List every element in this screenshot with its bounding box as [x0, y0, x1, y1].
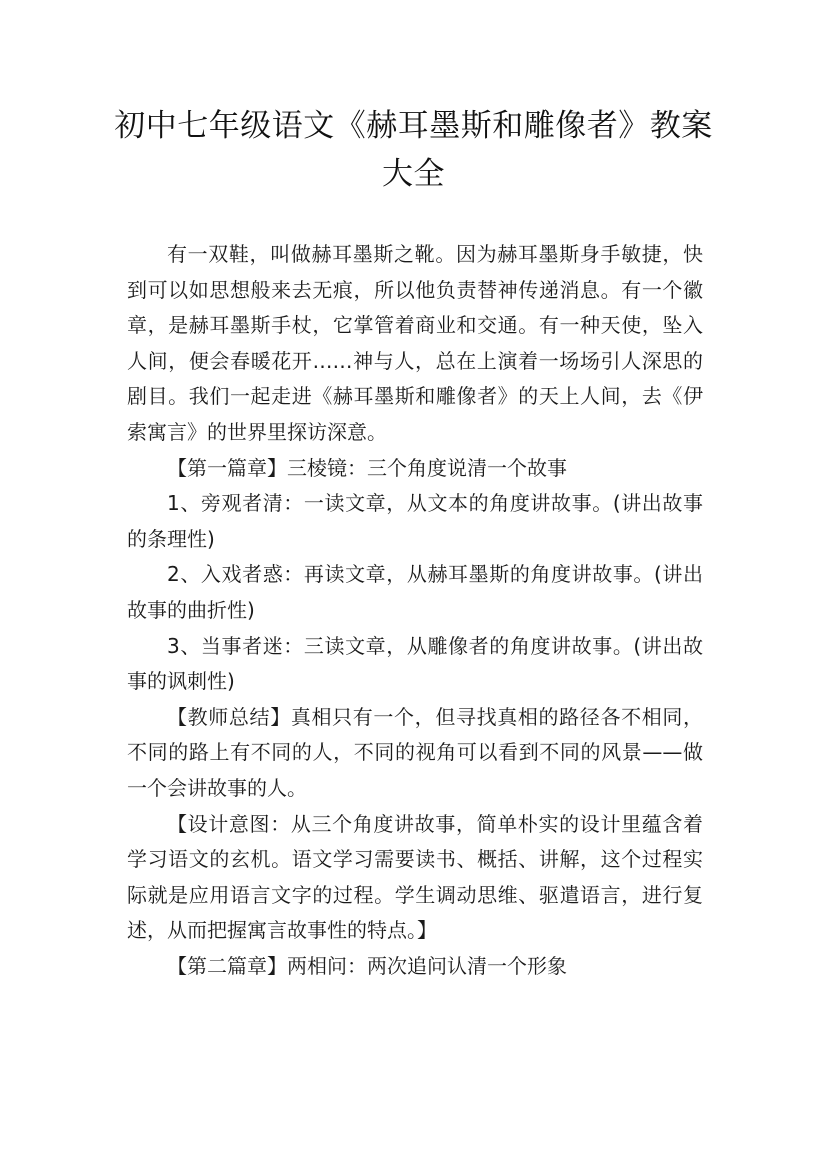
- paragraph-teacher-summary: 【教师总结】真相只有一个，但寻找真相的路径各不相同，不同的路上有不同的人，不同的视角可以看到不同的风景——做一个会讲故事的人。: [127, 704, 703, 800]
- paragraph-chapter-2-heading: 【第二篇章】两相问：两次追问认清一个形象: [167, 953, 567, 978]
- title-line-2: 大全: [382, 156, 445, 192]
- paragraph-item-1: 1、旁观者清：一读文章，从文本的角度讲故事。(讲出故事的条理性): [127, 491, 703, 551]
- paragraph-chapter-1-heading: 【第一篇章】三棱镜：三个角度说清一个故事: [167, 455, 567, 480]
- paragraph-intro: 有一双鞋，叫做赫耳墨斯之靴。因为赫耳墨斯身手敏捷，快到可以如思想般来去无痕，所以他负责替神传递消息。有一个徽章，是赫耳墨斯手杖，它掌管着商业和交通。有一种天使，坠入人间，便会春暖花开……神与人，总在上演着一场场引人深思的剧目。我们一起走进《赫耳墨斯和雕像者》的天上人间，去《伊索寓言》的世界里探访深意。: [127, 242, 703, 444]
- document-body: [127, 237, 703, 984]
- paragraph-design-intent: 【设计意图：从三个角度讲故事，简单朴实的设计里蕴含着学习语文的玄机。语文学习需要读书、概括、讲解，这个过程实际就是应用语言文字的过程。学生调动思维、驱遣语言，进行复述，从而把握寓言故事性的特点。】: [127, 811, 703, 943]
- document-title: [100, 102, 727, 198]
- paragraph-item-2: 2、入戏者惑：再读文章，从赫耳墨斯的角度讲故事。(讲出故事的曲折性): [127, 562, 703, 622]
- title-line-1: 初中七年级语文《赫耳墨斯和雕像者》教案: [114, 108, 713, 144]
- paragraph-item-3: 3、当事者迷：三读文章，从雕像者的角度讲故事。(讲出故事的讽刺性): [127, 633, 703, 694]
